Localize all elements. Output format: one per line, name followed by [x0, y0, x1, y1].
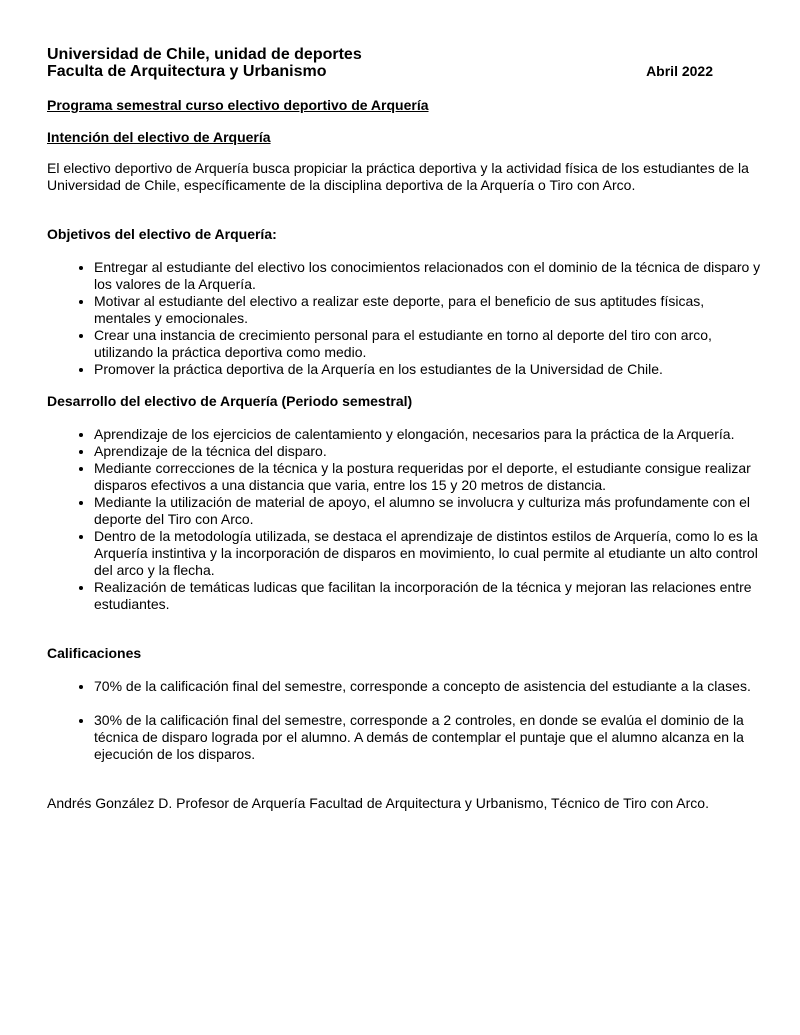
university-name: Universidad de Chile, unidad de deportes — [47, 46, 362, 63]
intention-heading: Intención del electivo de Arquería — [47, 129, 271, 145]
list-item: • Promover la práctica deportiva de la Arquería en los estudiantes de la Universidad de Chile. — [94, 361, 762, 378]
list-item: • Crear una instancia de crecimiento personal para el estudiante en torno al deporte del tiro con arco, utilizando la práctica deportiva como medio. — [94, 327, 762, 361]
signature: Andrés González D. Profesor de Arquería Facultad de Arquitectura y Urbanismo, Técnico de Tiro con Arco. — [47, 795, 709, 811]
list-item: • 70% de la calificación final del semestre, corresponde a concepto de asistencia del estudiante a la clases. — [94, 678, 762, 695]
list-item: • Mediante correcciones de la técnica y la postura requeridas por el deporte, el estudiante consigue realizar disparos efectivos a una distancia que varia, entre los 15 y 20 metros de distancia. — [94, 460, 762, 494]
faculty-name: Faculta de Arquitectura y Urbanismo — [47, 63, 327, 80]
grades-list — [47, 678, 762, 763]
objectives-list — [47, 259, 762, 378]
document-date: Abril 2022 — [646, 63, 713, 79]
grades-heading: Calificaciones — [47, 645, 142, 661]
document-title: Programa semestral curso electivo deportivo de Arquería — [47, 97, 429, 113]
list-item: • 30% de la calificación final del semestre, corresponde a 2 controles, en donde se evalúa el dominio de la técnica de disparo lograda por el alumno. A demás de contemplar el puntaje que el alumno alcanza en la ejecución de los disparos. — [94, 712, 762, 763]
intention-text: El electivo deportivo de Arquería busca propiciar la práctica deportiva y la actividad física de los estudiantes de la Universidad de Chile, específicamente de la disciplina deportiva de la Arquería o Tiro con Arco. — [47, 160, 749, 193]
list-item: • Aprendizaje de la técnica del disparo. — [94, 443, 762, 460]
list-item: • Realización de temáticas ludicas que facilitan la incorporación de la técnica y mejoran las relaciones entre estudiantes. — [94, 579, 762, 613]
list-item: • Motivar al estudiante del electivo a realizar este deporte, para el beneficio de sus aptitudes físicas, mentales y emocionales. — [94, 293, 762, 327]
list-item: • Entregar al estudiante del electivo los conocimientos relacionados con el dominio de la técnica de disparo y los valores de la Arquería. — [94, 259, 762, 293]
document-page — [47, 46, 762, 812]
list-item: • Mediante la utilización de material de apoyo, el alumno se involucra y culturiza más profundamente con el deporte del Tiro con Arco. — [94, 494, 762, 528]
header-row — [47, 63, 762, 80]
list-item: • Aprendizaje de los ejercicios de calentamiento y elongación, necesarios para la práctica de la Arquería. — [94, 426, 762, 443]
objectives-heading: Objetivos del electivo de Arquería: — [47, 226, 277, 242]
development-heading: Desarrollo del electivo de Arquería (Periodo semestral) — [47, 393, 413, 409]
development-list — [47, 426, 762, 613]
list-item: • Dentro de la metodología utilizada, se destaca el aprendizaje de distintos estilos de Arquería, como lo es la Arquería instintiva y la incorporación de disparos en movimiento, lo cual permite al etudiante un alto control del arco y la flecha. — [94, 528, 762, 579]
